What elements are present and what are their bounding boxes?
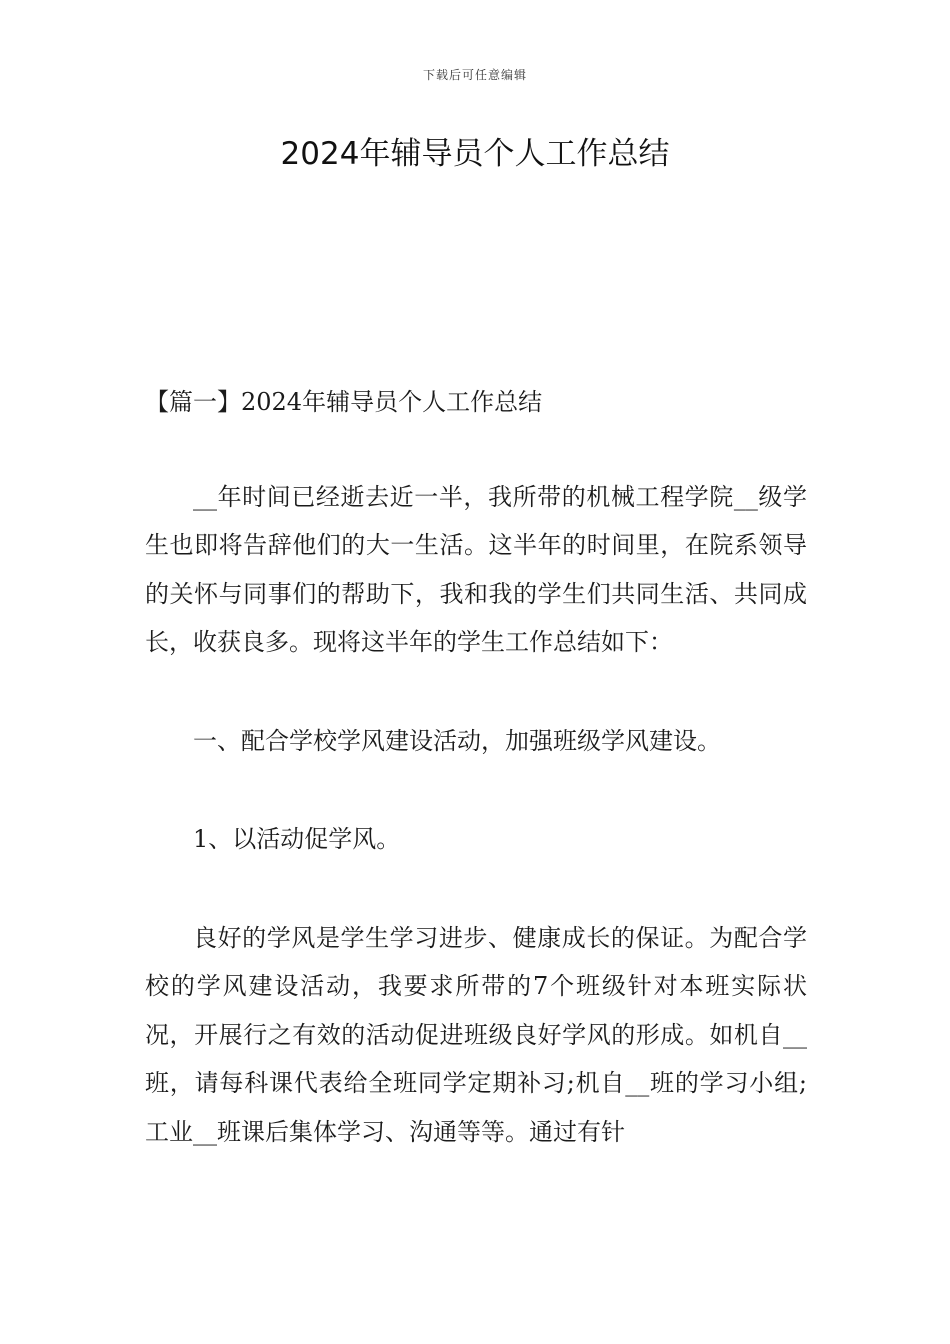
paragraph-intro: __年时间已经逝去近一半，我所带的机械工程学院__级学生也即将告辞他们的大一生活。这半年的时间里，在院系领导的关怀与同事们的帮助下，我和我的学生们共同生活、共同成长，收获良多。现将这半年的学生工作总结如下： (145, 482, 807, 656)
paragraph-subheading-1: 1、以活动促学风。 (193, 825, 401, 853)
paragraph-body: 良好的学风是学生学习进步、健康成长的保证。为配合学校的学风建设活动，我要求所带的7个班级针对本班实际状况，开展行之有效的活动促进班级良好学风的形成。如机自__班，请每科课代表给全班同学定期补习;机自__班的学习小组;工业__班课后集体学习、沟通等等。通过有针 (145, 923, 807, 1146)
header-note: 下载后可任意编辑 (422, 68, 527, 82)
document-body (145, 378, 807, 1206)
section-heading: 【篇一】2024年辅导员个人工作总结 (145, 388, 543, 416)
paragraph-heading-1: 一、配合学校学风建设活动，加强班级学风建设。 (193, 726, 721, 755)
document-title: 2024年辅导员个人工作总结 (280, 136, 670, 172)
